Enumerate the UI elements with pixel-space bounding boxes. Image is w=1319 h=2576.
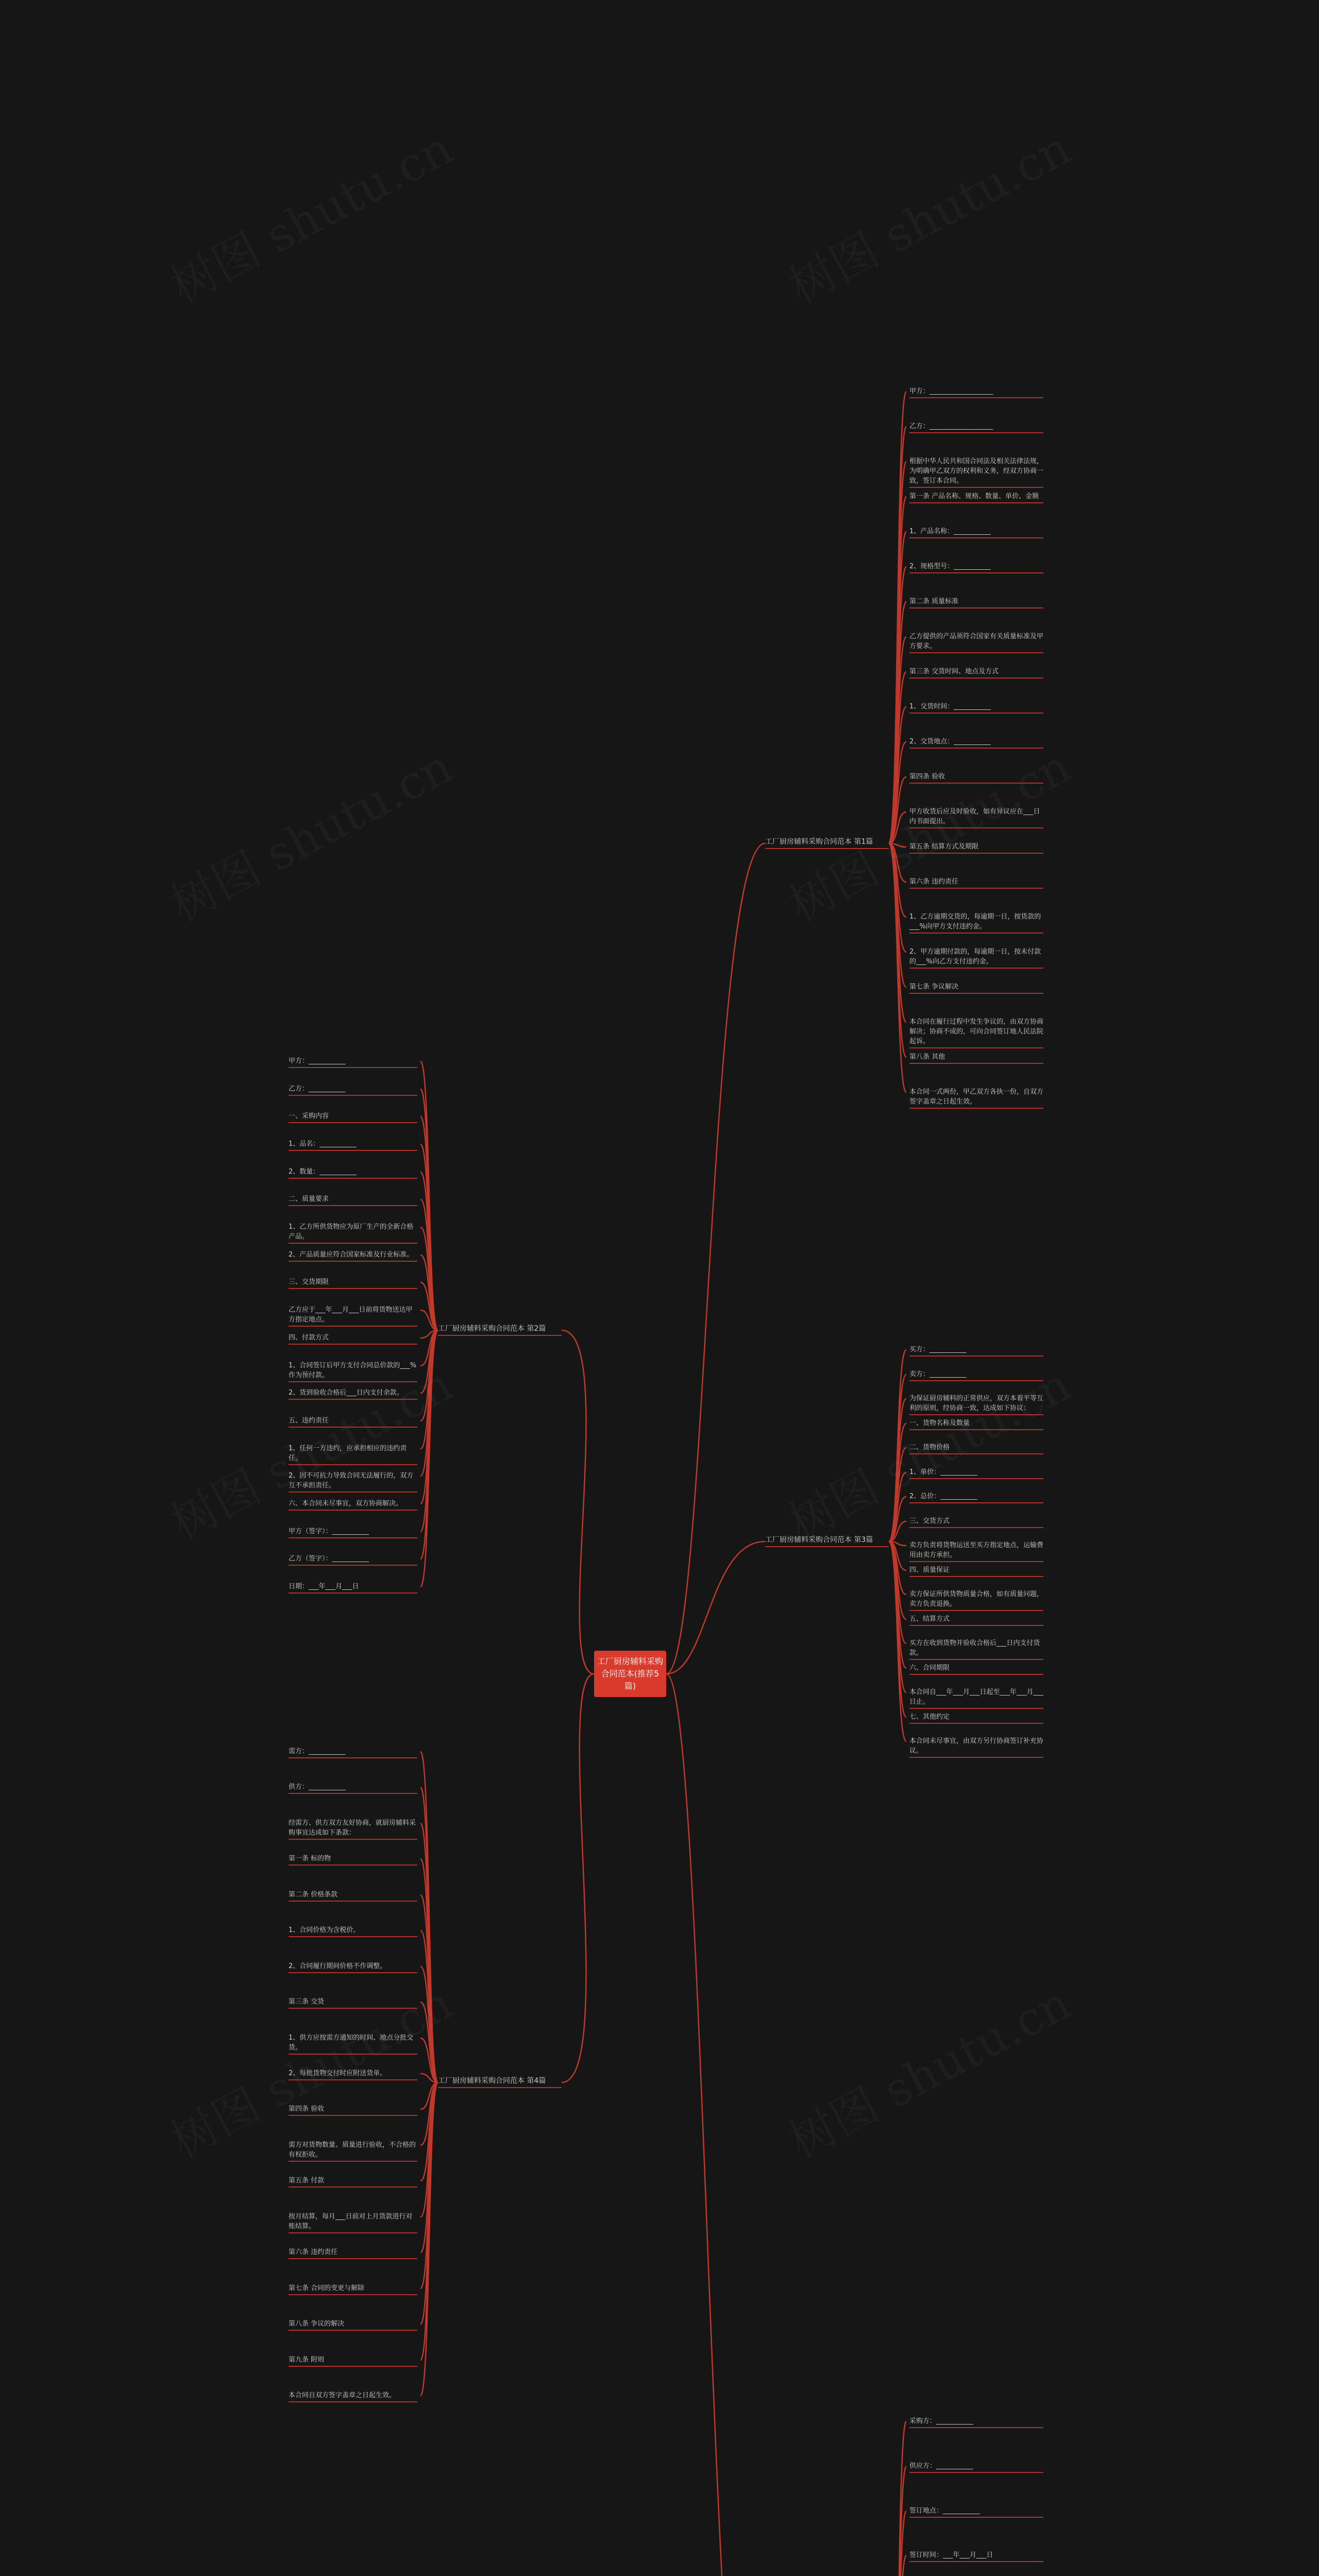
node-underline <box>909 432 1043 433</box>
node-underline <box>289 2232 417 2233</box>
node-underline <box>909 748 1043 749</box>
leaf-node[interactable]: 第三条 交货时间、地点及方式 <box>909 667 1043 676</box>
node-underline <box>909 1561 1043 1562</box>
leaf-node[interactable]: 第八条 争议的解决 <box>289 2319 417 2329</box>
node-underline <box>289 2008 417 2009</box>
node-underline <box>909 502 1043 503</box>
leaf-node[interactable]: 本合同未尽事宜，由双方另行协商签订补充协议。 <box>909 1736 1043 1756</box>
leaf-node[interactable]: 第六条 违约责任 <box>909 877 1043 887</box>
node-underline <box>289 1067 417 1068</box>
leaf-node[interactable]: 1、产品名称：___________ <box>909 527 1043 536</box>
leaf-node[interactable]: 本合同自双方签字盖章之日起生效。 <box>289 2391 417 2400</box>
node-underline <box>909 1063 1043 1064</box>
leaf-node[interactable]: 乙方：___________ <box>289 1084 417 1094</box>
node-underline <box>909 397 1043 398</box>
node-underline <box>289 1122 417 1123</box>
node-underline <box>909 2427 1043 2428</box>
leaf-node[interactable]: 1、供方应按需方通知的时间、地点分批交货。 <box>289 2033 417 2053</box>
node-underline <box>289 1865 417 1866</box>
leaf-node[interactable]: 二、质量要求 <box>289 1194 417 1204</box>
node-underline <box>909 1502 1043 1503</box>
node-underline <box>909 1723 1043 1724</box>
node-underline <box>289 1901 417 1902</box>
leaf-node[interactable]: 第四条 验收 <box>909 772 1043 782</box>
node-underline <box>909 2561 1043 2562</box>
leaf-node[interactable]: 三、交货期限 <box>289 1277 417 1287</box>
node-underline <box>909 1414 1043 1415</box>
node-underline <box>909 853 1043 854</box>
leaf-node[interactable]: 第五条 付款 <box>289 2176 417 2185</box>
node-underline <box>909 888 1043 889</box>
node-underline <box>289 1492 417 1493</box>
leaf-node[interactable]: 供方：___________ <box>289 1782 417 1792</box>
node-underline <box>909 1659 1043 1660</box>
leaf-node[interactable]: 四、质量保证 <box>909 1565 1043 1575</box>
node-underline <box>289 1972 417 1973</box>
node-underline <box>289 2294 417 2295</box>
branch-node[interactable]: 工厂厨房辅料采购合同范本 第4篇 <box>438 2076 562 2086</box>
leaf-node[interactable]: 供应方：___________ <box>909 2461 1043 2471</box>
leaf-node[interactable]: 第一条 产品名称、规格、数量、单价、金额 <box>909 492 1043 501</box>
node-underline <box>289 1565 417 1566</box>
node-underline <box>765 848 889 849</box>
node-underline <box>909 487 1043 488</box>
leaf-node[interactable]: 四、付款方式 <box>289 1333 417 1343</box>
node-underline <box>909 652 1043 653</box>
node-underline <box>909 1380 1043 1381</box>
node-underline <box>909 713 1043 714</box>
node-underline <box>909 1453 1043 1454</box>
node-underline <box>289 1288 417 1289</box>
leaf-node[interactable]: 一、货物名称及数量 <box>909 1418 1043 1428</box>
node-underline <box>289 2258 417 2259</box>
leaf-node[interactable]: 2、甲方逾期付款的，每逾期一日，按未付款的___%向乙方支付违约金。 <box>909 947 1043 967</box>
node-underline <box>909 993 1043 994</box>
leaf-node[interactable]: 2、每批货物交付时应附送货单。 <box>289 2069 417 2078</box>
branch-node[interactable]: 工厂厨房辅料采购合同范本 第3篇 <box>765 1535 889 1545</box>
leaf-node[interactable]: 本合同自___年___月___日起至___年___月___日止。 <box>909 1687 1043 1707</box>
leaf-node[interactable]: 签订地点：___________ <box>909 2506 1043 2516</box>
node-underline <box>909 1757 1043 1758</box>
leaf-node[interactable]: 本合同一式两份，甲乙双方各执一份，自双方签字盖章之日起生效。 <box>909 1087 1043 1107</box>
leaf-node[interactable]: 2、规格型号：___________ <box>909 562 1043 571</box>
leaf-node[interactable]: 第四条 验收 <box>289 2104 417 2114</box>
leaf-node[interactable]: 1、品名：___________ <box>289 1139 417 1149</box>
leaf-node[interactable]: 按月结算，每月___日前对上月货款进行对账结算。 <box>289 2212 417 2231</box>
node-underline <box>289 2401 417 2402</box>
leaf-node[interactable]: 第一条 标的物 <box>289 1854 417 1863</box>
leaf-node[interactable]: 1、乙方所供货物应为原厂生产的全新合格产品。 <box>289 1222 417 1242</box>
node-underline <box>289 2187 417 2188</box>
node-underline <box>909 1674 1043 1675</box>
leaf-node[interactable]: 1、单价：___________ <box>909 1467 1043 1477</box>
leaf-node[interactable]: 六、合同期限 <box>909 1663 1043 1673</box>
leaf-node[interactable]: 采购方：___________ <box>909 2416 1043 2426</box>
branch-node[interactable]: 工厂厨房辅料采购合同范本 第2篇 <box>438 1324 562 1334</box>
leaf-node[interactable]: 卖方负责将货物运送至买方指定地点，运输费用由卖方承担。 <box>909 1540 1043 1560</box>
leaf-node[interactable]: 1、乙方逾期交货的，每逾期一日，按货款的___%向甲方支付违约金。 <box>909 912 1043 931</box>
leaf-node[interactable]: 第五条 结算方式及期限 <box>909 842 1043 852</box>
leaf-node[interactable]: 1、合同价格为含税价。 <box>289 1925 417 1935</box>
node-underline <box>289 1261 417 1262</box>
leaf-node[interactable]: 买方：___________ <box>909 1345 1043 1354</box>
leaf-node[interactable]: 乙方应于___年___月___日前将货物送达甲方指定地点。 <box>289 1305 417 1325</box>
node-underline <box>909 968 1043 969</box>
leaf-node[interactable]: 签订时间：___年___月___日 <box>909 2550 1043 2560</box>
leaf-node[interactable]: 五、违约责任 <box>289 1416 417 1426</box>
node-underline <box>909 1429 1043 1430</box>
leaf-node[interactable]: 1、合同签订后甲方支付合同总价款的___%作为预付款。 <box>289 1361 417 1380</box>
leaf-node[interactable]: 乙方（签字）：___________ <box>289 1554 417 1564</box>
node-underline <box>909 572 1043 573</box>
leaf-node[interactable]: 需方对货物数量、质量进行验收，不合格的有权拒收。 <box>289 2140 417 2160</box>
node-underline <box>765 1546 889 1547</box>
node-underline <box>289 1095 417 1096</box>
node-underline <box>909 2517 1043 2518</box>
leaf-node[interactable]: 2、合同履行期间价格不作调整。 <box>289 1961 417 1971</box>
leaf-node[interactable]: 2、产品质量应符合国家标准及行业标准。 <box>289 1250 417 1260</box>
node-underline <box>909 933 1043 934</box>
node-underline <box>289 1839 417 1840</box>
leaf-node[interactable]: 甲方（签字）：___________ <box>289 1527 417 1536</box>
node-underline <box>909 2472 1043 2473</box>
leaf-node[interactable]: 2、因不可抗力导致合同无法履行的，双方互不承担责任。 <box>289 1471 417 1490</box>
node-underline <box>909 1047 1043 1048</box>
branch-node[interactable]: 工厂厨房辅料采购合同范本 第1篇 <box>765 837 889 847</box>
leaf-node[interactable]: 甲方：___________________ <box>909 386 1043 396</box>
leaf-node[interactable]: 第九条 附则 <box>289 2355 417 2365</box>
node-underline <box>289 2366 417 2367</box>
leaf-node[interactable]: 第二条 质量标准 <box>909 597 1043 606</box>
leaf-node[interactable]: 需方：___________ <box>289 1747 417 1756</box>
node-underline <box>909 1355 1043 1357</box>
leaf-node[interactable]: 甲方：___________ <box>289 1056 417 1066</box>
leaf-node[interactable]: 甲方收货后应及时验收，如有异议应在___日内书面提出。 <box>909 807 1043 826</box>
leaf-node[interactable]: 第七条 合同的变更与解除 <box>289 2283 417 2293</box>
leaf-node[interactable]: 2、货到验收合格后___日内支付余款。 <box>289 1388 417 1398</box>
node-underline <box>289 1326 417 1327</box>
node-underline <box>289 1243 417 1244</box>
leaf-node[interactable]: 本合同在履行过程中发生争议的，由双方协商解决；协商不成的，可向合同签订地人民法院起诉。 <box>909 1017 1043 1046</box>
leaf-node[interactable]: 第七条 争议解决 <box>909 982 1043 992</box>
leaf-node[interactable]: 第三条 交货 <box>289 1997 417 2007</box>
node-underline <box>289 2330 417 2331</box>
leaf-node[interactable]: 六、本合同未尽事宜，双方协商解决。 <box>289 1499 417 1509</box>
node-underline <box>289 1344 417 1345</box>
leaf-node[interactable]: 2、交货地点：___________ <box>909 737 1043 747</box>
node-underline <box>438 2087 562 2088</box>
leaf-node[interactable]: 1、任何一方违约，应承担相应的违约责任。 <box>289 1444 417 1463</box>
node-underline <box>289 1793 417 1794</box>
root-node[interactable]: 工厂厨房辅料采购合同范本(推荐5篇) <box>594 1651 666 1697</box>
node-underline <box>289 1537 417 1538</box>
node-underline <box>289 1464 417 1465</box>
node-underline <box>289 2161 417 2162</box>
node-underline <box>289 1427 417 1428</box>
leaf-node[interactable]: 乙方：___________________ <box>909 421 1043 431</box>
leaf-node[interactable]: 七、其他约定 <box>909 1712 1043 1722</box>
node-underline <box>909 1610 1043 1611</box>
node-underline <box>909 1108 1043 1109</box>
node-underline <box>289 1399 417 1400</box>
node-underline <box>289 2115 417 2116</box>
leaf-node[interactable]: 一、采购内容 <box>289 1111 417 1121</box>
leaf-node[interactable]: 二、货物价格 <box>909 1443 1043 1452</box>
node-underline <box>289 1150 417 1151</box>
leaf-node[interactable]: 第六条 违约责任 <box>289 2247 417 2257</box>
node-underline <box>909 1576 1043 1577</box>
node-underline <box>289 1381 417 1382</box>
node-underline <box>289 1592 417 1594</box>
leaf-node[interactable]: 乙方提供的产品须符合国家有关质量标准及甲方要求。 <box>909 632 1043 651</box>
node-underline <box>909 1478 1043 1479</box>
node-underline <box>909 783 1043 784</box>
node-underline <box>909 1527 1043 1528</box>
node-underline <box>438 1335 562 1336</box>
node-underline <box>289 1936 417 1937</box>
leaf-node[interactable]: 第二条 价格条款 <box>289 1890 417 1900</box>
leaf-node[interactable]: 为保证厨房辅料的正常供应，双方本着平等互利的原则，经协商一致，达成如下协议： <box>909 1394 1043 1413</box>
node-underline <box>909 827 1043 828</box>
node-underline <box>289 1205 417 1206</box>
leaf-node[interactable]: 根据中华人民共和国合同法及相关法律法规，为明确甲乙双方的权利和义务，经双方协商一致，签订本合同。 <box>909 456 1043 486</box>
leaf-node[interactable]: 1、交货时间：___________ <box>909 702 1043 711</box>
leaf-node[interactable]: 2、数量：___________ <box>289 1167 417 1177</box>
leaf-node[interactable]: 第八条 其他 <box>909 1052 1043 1062</box>
node-underline <box>289 2054 417 2055</box>
node-underline <box>909 607 1043 608</box>
leaf-node[interactable]: 日期：___年___月___日 <box>289 1582 417 1591</box>
node-underline <box>289 1510 417 1511</box>
leaf-node[interactable]: 卖方保证所供货物质量合格，如有质量问题，卖方负责退换。 <box>909 1589 1043 1609</box>
node-underline <box>289 1757 417 1758</box>
node-underline <box>289 2079 417 2080</box>
node-underline <box>909 1625 1043 1626</box>
leaf-node[interactable]: 经需方、供方双方友好协商，就厨房辅料采购事宜达成如下条款： <box>289 1818 417 1838</box>
leaf-node[interactable]: 卖方：___________ <box>909 1369 1043 1379</box>
leaf-node[interactable]: 五、结算方式 <box>909 1614 1043 1624</box>
leaf-node[interactable]: 2、总价：___________ <box>909 1492 1043 1501</box>
leaf-node[interactable]: 买方在收到货物并验收合格后___日内支付货款。 <box>909 1638 1043 1658</box>
node-underline <box>289 1178 417 1179</box>
node-underline <box>909 677 1043 679</box>
leaf-node[interactable]: 三、交货方式 <box>909 1516 1043 1526</box>
node-underline <box>909 537 1043 538</box>
node-underline <box>909 1708 1043 1709</box>
